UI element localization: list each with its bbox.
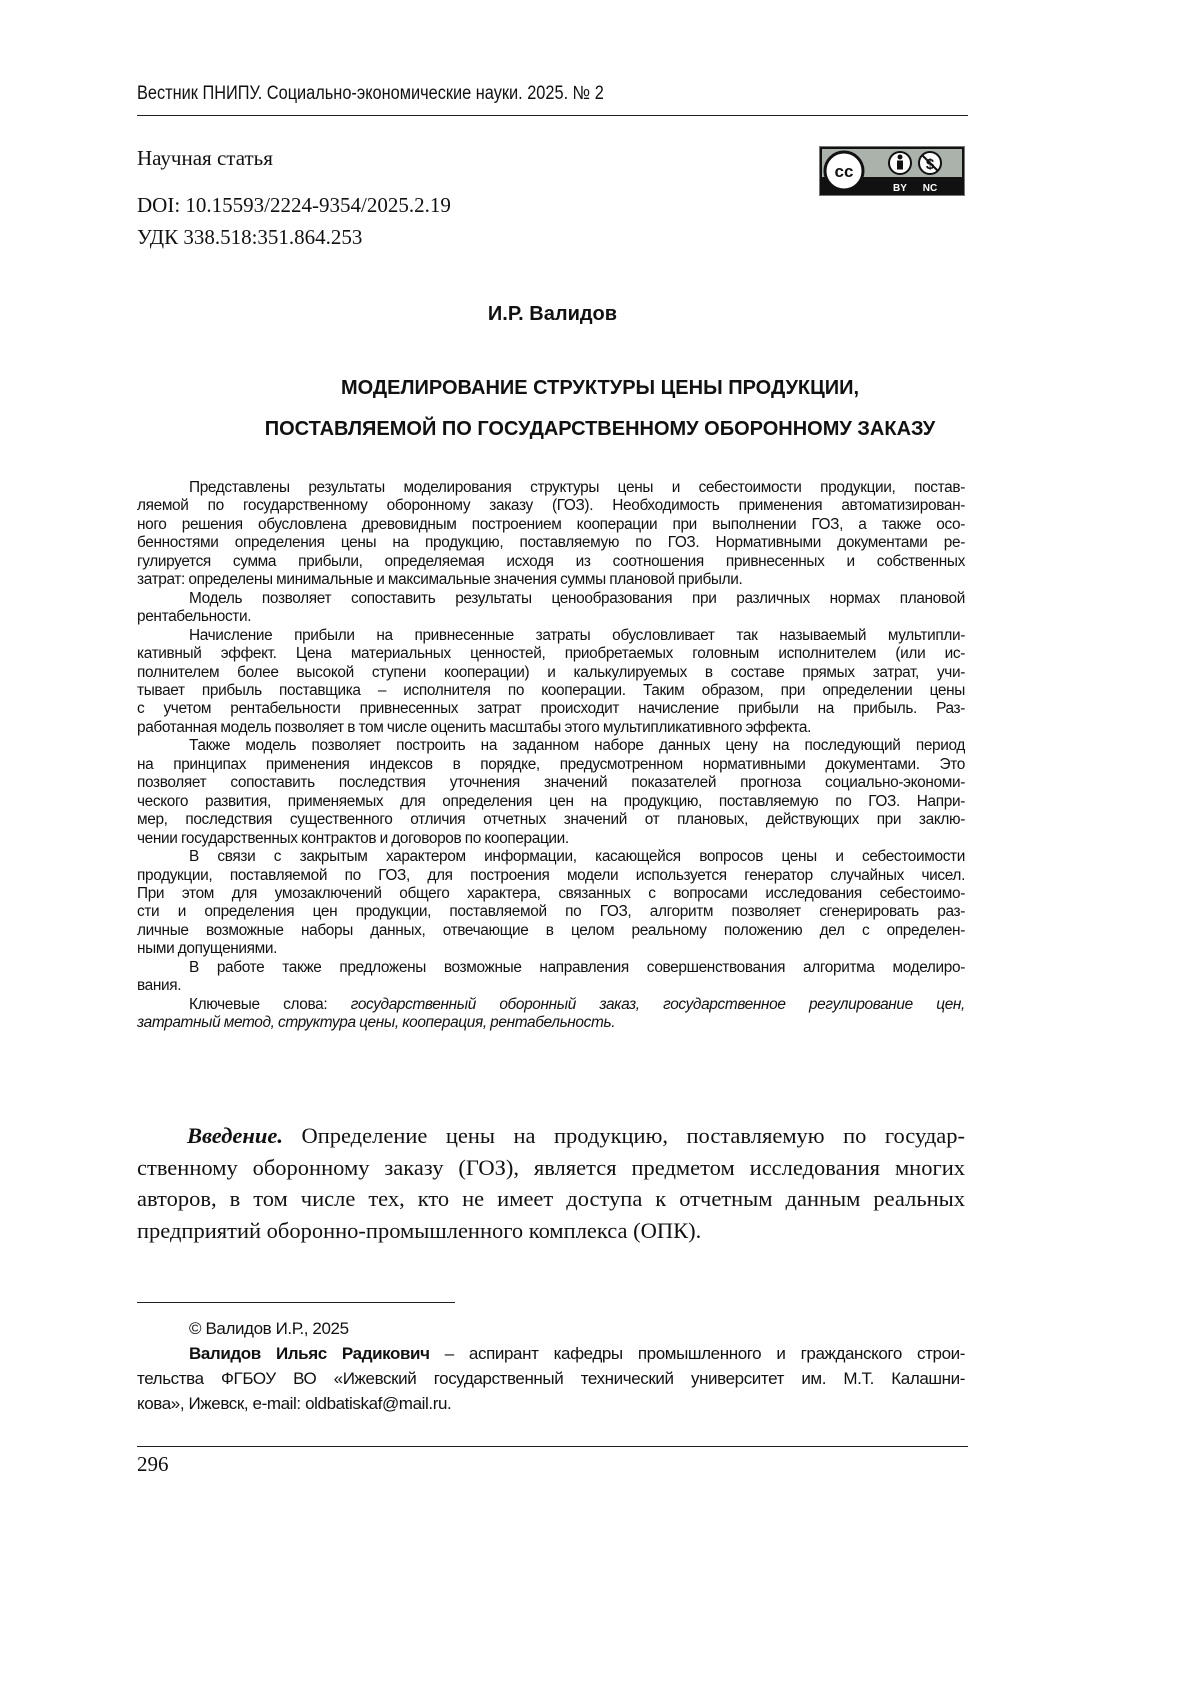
author-info-text: – аспирант кафедры промышленного и гражданского строи-	[430, 1344, 965, 1363]
intro-line: ственному оборонному заказу (ГОЗ), является предметом исследования многих	[137, 1152, 965, 1184]
introduction	[137, 1120, 965, 1246]
intro-label: Введение.	[187, 1123, 283, 1148]
footnote-rule	[137, 1302, 455, 1303]
svg-text:$: $	[926, 156, 935, 173]
abstract-line: Также модель позволяет построить на заданном наборе данных цену на последующий период	[137, 737, 965, 755]
abstract-line: личные возможные наборы данных, отвечающие в целом реальному положению дел с определен-	[137, 922, 965, 940]
intro-line: предприятий оборонно-промышленного комплекса (ОПК).	[137, 1215, 965, 1247]
abstract-line: ческого развития, применяемых для определения цен на продукцию, поставляемую по ГОЗ. Напри-	[137, 793, 965, 811]
copyright: © Валидов И.Р., 2025	[137, 1316, 965, 1341]
udk: УДК 338.518:351.864.253	[137, 225, 362, 250]
author-info-line: кова», Ижевск, e-mail: oldbatiskaf@mail.ru.	[137, 1391, 965, 1416]
keywords: государственный оборонный заказ, государственное регулирование цен,	[351, 996, 965, 1013]
keywords: затратный метод, структура цены, кооперация, рентабельность.	[137, 1014, 615, 1031]
article-type: Научная статья	[137, 146, 273, 171]
abstract-line: ными допущениями.	[137, 940, 965, 958]
keywords-line	[137, 1014, 965, 1032]
cc-label: cc	[835, 162, 854, 181]
abstract-line: В работе также предложены возможные направления совершенствования алгоритма моделиро-	[137, 959, 965, 977]
by-label: BY	[893, 183, 907, 194]
title-line: МОДЕЛИРОВАНИЕ СТРУКТУРЫ ЦЕНЫ ПРОДУКЦИИ,	[100, 368, 1100, 409]
article-title	[100, 368, 1100, 450]
footnote	[137, 1316, 965, 1416]
abstract-line: Начисление прибыли на привнесенные затраты обусловливает так называемый мультипли-	[137, 627, 965, 645]
abstract-line: сти и определения цен продукции, поставляемой по ГОЗ, алгоритм позволяет сгенерировать раз-	[137, 903, 965, 921]
abstract-line: Модель позволяет сопоставить результаты ценообразования при различных нормах плановой	[137, 590, 965, 608]
nc-label: NC	[923, 183, 937, 194]
page-number: 296	[137, 1452, 169, 1477]
abstract-line: работанная модель позволяет в том числе оценить масштабы этого мультипликативного эффекта.	[137, 719, 965, 737]
abstract-line: на принципах применения индексов в порядке, предусмотренном нормативными документами. Это	[137, 756, 965, 774]
abstract-line: гулируется сумма прибыли, определяемая исходя из соотношения привнесенных и собственных	[137, 553, 965, 571]
cc-license-icon	[820, 147, 964, 195]
author-info-line	[137, 1341, 965, 1366]
doi[interactable]: DOI: 10.15593/2224-9354/2025.2.19	[137, 193, 451, 218]
intro-line: авторов, в том числе тех, кто не имеет доступа к отчетным данным реальных	[137, 1183, 965, 1215]
footer-rule	[137, 1446, 968, 1447]
author-info-line: тельства ФГБОУ ВО «Ижевский государственный технический университет им. М.Т. Калашни-	[137, 1366, 965, 1391]
abstract-line: мер, последствия существенного отличия отчетных значений от плановых, действующих при заклю-	[137, 811, 965, 829]
abstract-line: кативный эффект. Цена материальных ценностей, приобретаемых головным исполнителем (или ис-	[137, 645, 965, 663]
abstract-line: продукции, поставляемой по ГОЗ, для построения модели используется генератор случайных чисел.	[137, 867, 965, 885]
abstract-line: ляемой по государственному оборонному заказу (ГОЗ). Необходимость применения автоматизирован-	[137, 497, 965, 515]
author-full-name: Валидов Ильяс Радикович	[189, 1344, 430, 1363]
abstract-line: вания.	[137, 977, 965, 995]
abstract-line: Представлены результаты моделирования структуры цены и себестоимости продукции, постав-	[137, 479, 965, 497]
keywords-line	[137, 996, 965, 1014]
journal-header: Вестник ПНИПУ. Социально-экономические науки. 2025. № 2	[137, 83, 604, 105]
abstract-line: тывает прибыль поставщика – исполнителя по кооперации. Таким образом, при определении цены	[137, 682, 965, 700]
title-line: ПОСТАВЛЯЕМОЙ ПО ГОСУДАРСТВЕННОМУ ОБОРОННОМУ ЗАКАЗУ	[100, 409, 1100, 450]
abstract	[137, 479, 965, 1033]
abstract-line: ного решения обусловлена древовидным построением кооперации при выполнении ГОЗ, а также осо-	[137, 516, 965, 534]
abstract-line: позволяет сопоставить последствия уточнения значений показателей прогноза социально-экономи-	[137, 774, 965, 792]
abstract-line: чении государственных контрактов и договоров по кооперации.	[137, 830, 965, 848]
abstract-line: бенностями определения цены на продукцию, поставляемую по ГОЗ. Нормативными документами ре-	[137, 534, 965, 552]
intro-text: Определение цены на продукцию, поставляемую по государ-	[301, 1123, 965, 1148]
abstract-line: полнителем более высокой ступени кооперации) и калькулируемых в составе прямых затрат, учи-	[137, 664, 965, 682]
intro-line	[137, 1120, 965, 1152]
cc-by-nc-license-badge[interactable]	[819, 146, 965, 196]
abstract-line: В связи с закрытым характером информации, касающейся вопросов цены и себестоимости	[137, 848, 965, 866]
abstract-line: с учетом рентабельности привнесенных затрат происходит начисление прибыли на прибыль. Раз-	[137, 700, 965, 718]
abstract-line: рентабельности.	[137, 608, 965, 626]
abstract-line: затрат: определены минимальные и максимальные значения суммы плановой прибыли.	[137, 571, 965, 589]
keywords-label: Ключевые слова:	[189, 996, 327, 1013]
abstract-line: При этом для умозаключений общего характера, связанных с вопросами исследования себестоимо-	[137, 885, 965, 903]
author: И.Р. Валидов	[0, 303, 1105, 326]
header-rule	[137, 115, 968, 116]
